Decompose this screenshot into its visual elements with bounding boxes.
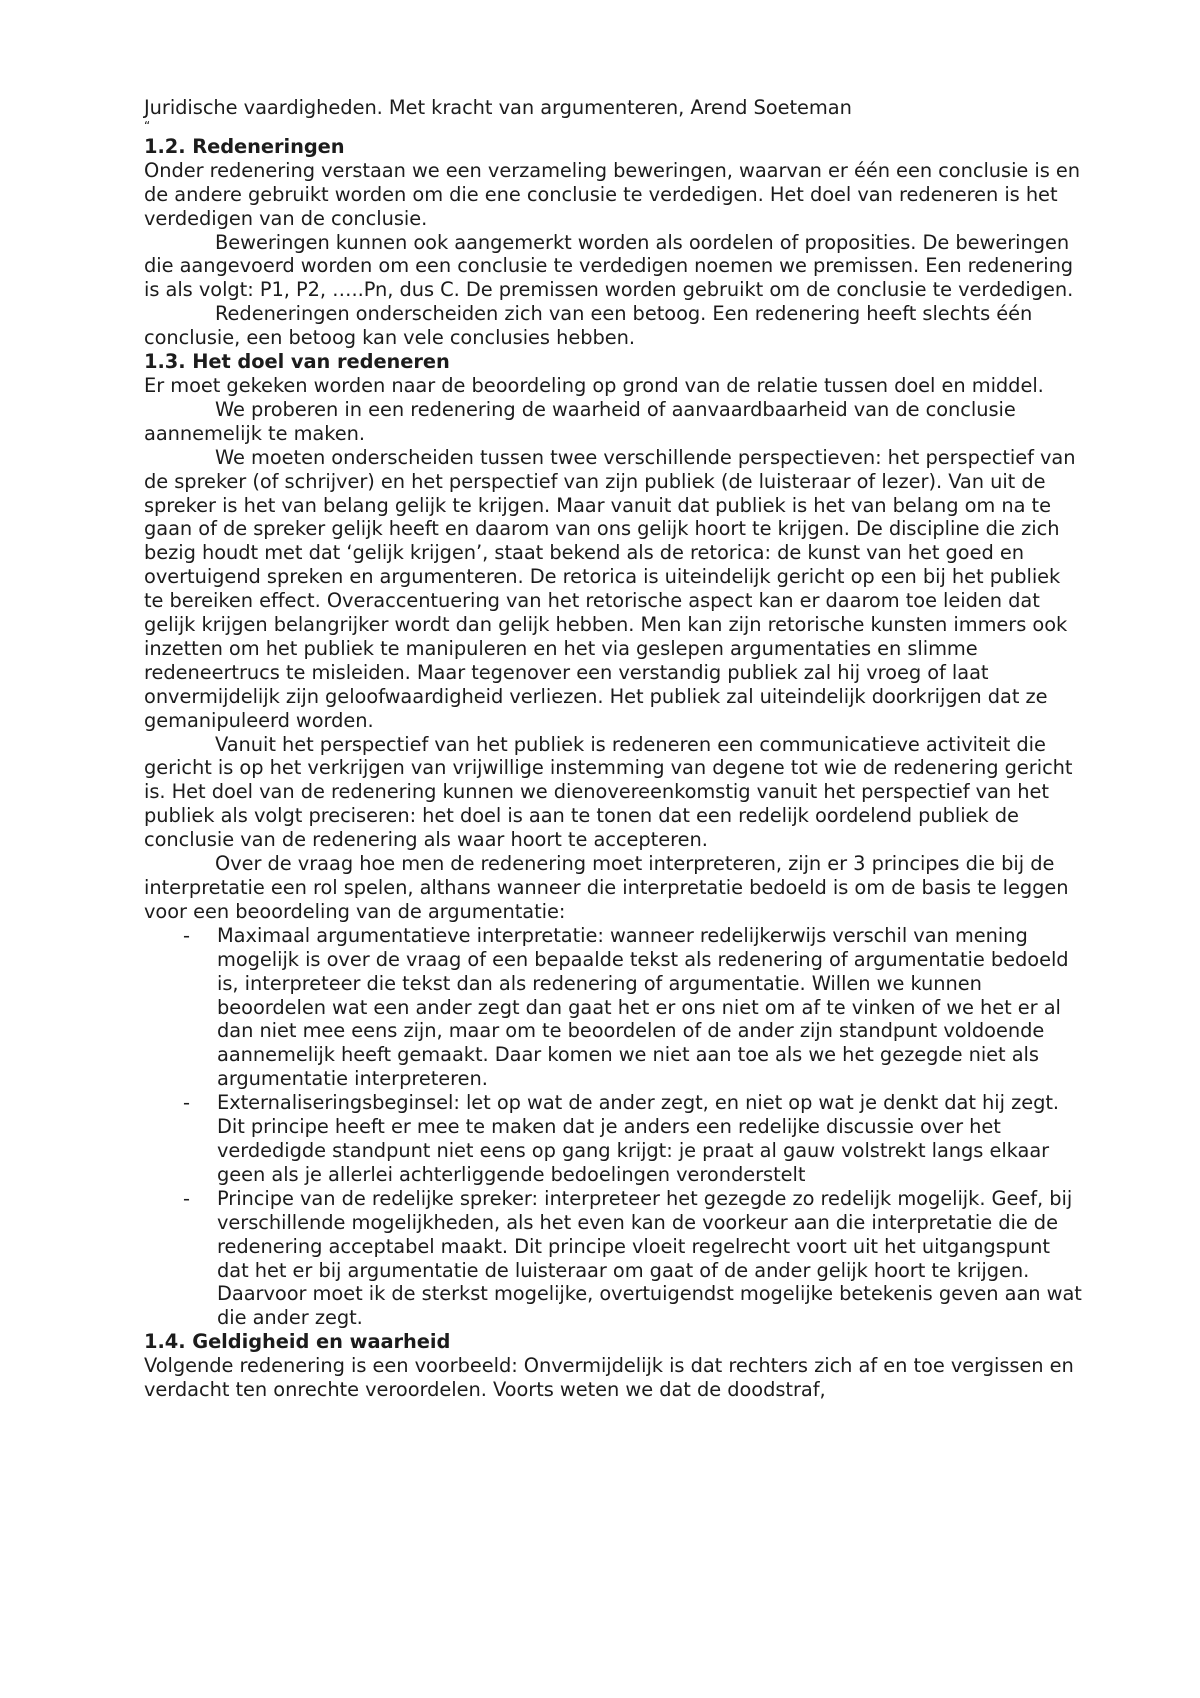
list-item-text: Principe van de redelijke spreker: interpreteer het gezegde zo redelijk mogelijk. Geef, bij verschillende mogelijkheden, als het even kan de voorkeur aan die interpretatie die de redenering acceptabel maakt. Dit principe vloeit regelrecht voort uit het uitgangspunt dat het er bij argumentatie de luisteraar om gaat of de ander gelijk hoort te krijgen. Daarvoor moet ik de sterkst mogelijke, overtuigendst mogelijke betekenis geven aan wat die ander zegt. — [217, 1186, 1082, 1330]
quote-mark: “ — [144, 118, 151, 133]
paragraph: Beweringen kunnen ook aangemerkt worden als oordelen of proposities. De beweringen die aangevoerd worden om een conclusie te verdedigen noemen we premissen. Een redenering is als volgt: P1, P2, …..Pn, dus C. De premissen worden gebruikt om de conclusie te verdedigen. — [144, 230, 1074, 302]
section-heading-1-2: 1.2. Redeneringen — [144, 134, 345, 158]
list-item — [144, 924, 1084, 1091]
list-dash: - — [183, 923, 190, 947]
paragraph: Er moet gekeken worden naar de beoordeling op grond van de relatie tussen doel en middel. — [144, 373, 1044, 397]
list-item-text: Maximaal argumentatieve interpretatie: wanneer redelijkerwijs verschil van mening mogelijk is over de vraag of een bepaalde tekst als redenering of argumentatie bedoeld is, interpreteer die tekst dan als redenering of argumentatie. Willen we kunnen beoordelen wat een ander zegt dan gaat het er ons niet om af te vinken of we het er al dan niet mee eens zijn, maar om te beoordelen of de ander zijn standpunt voldoende aannemelijk heeft gemaakt. Daar komen we niet aan toe als we het gezegde niet als argumentatie interpreteren. — [217, 923, 1069, 1091]
source-line: Juridische vaardigheden. Met kracht van argumenteren, Arend Soeteman — [144, 96, 852, 119]
list-item — [144, 1091, 1084, 1187]
paragraph: Onder redenering verstaan we een verzameling beweringen, waarvan er één een conclusie is en de andere gebruikt worden om die ene conclusie te verdedigen. Het doel van redeneren is het verdedigen van de conclusie. — [144, 158, 1081, 230]
principles-list — [144, 924, 1084, 1330]
section-heading-1-4: 1.4. Geldigheid en waarheid — [144, 1330, 451, 1354]
list-dash: - — [183, 1091, 190, 1115]
list-item-text: Externaliseringsbeginsel: let op wat de ander zegt, en niet op wat je denkt dat hij zegt. Dit principe heeft er mee te maken dat je anders een redelijke discussie over het verdedigde standpunt niet eens op gang krijgt: je praat al gauw volstrekt langs elkaar geen als je allerlei achterliggende bedoelingen veronderstelt — [217, 1091, 1060, 1186]
paragraph: Vanuit het perspectief van het publiek is redeneren een communicatieve activiteit die gericht is op het verkrijgen van vrijwillige instemming van degene tot wie de redenering gericht is. Het doel van de redenering kunnen we dienovereenkomstig vanuit het perspectief van het publiek als volgt preciseren: het doel is aan te tonen dat een redelijk oordelend publiek de conclusie van de redenering als waar hoort te accepteren. — [144, 732, 1073, 852]
paragraph: Volgende redenering is een voorbeeld: Onvermijdelijk is dat rechters zich af en toe vergissen en verdacht ten onrechte veroordelen. Voorts weten we dat de doodstraf, — [144, 1354, 1074, 1402]
paragraph: Over de vraag hoe men de redenering moet interpreteren, zijn er 3 principes die bij de interpretatie een rol spelen, althans wanneer die interpretatie bedoeld is om de basis te leggen voor een beoordeling van de argumentatie: — [144, 852, 1069, 923]
list-item — [144, 1187, 1084, 1330]
section-heading-1-3: 1.3. Het doel van redeneren — [144, 350, 450, 374]
paragraph: We proberen in een redenering de waarheid of aanvaardbaarheid van de conclusie aannemelijk te maken. — [144, 397, 1016, 445]
paragraph: We moeten onderscheiden tussen twee verschillende perspectieven: het perspectief van de spreker (of schrijver) en het perspectief van zijn publiek (de luisteraar of lezer). Van uit de spreker is het van belang gelijk te krijgen. Maar vanuit dat publiek is het van belang om na te gaan of de spreker gelijk heeft en daarom van ons gelijk hoort te krijgen. De discipline die zich bezig houdt met dat ‘gelijk krijgen’, staat bekend als de retorica: de kunst van het goed en overtuigend spreken en argumenteren. De retorica is uiteindelijk gericht op een bij het publiek te bereiken effect. Overaccentuering van het retorische aspect kan er daarom toe leiden dat gelijk krijgen belangrijker wordt dan gelijk hebben. Men kan zijn retorische kunsten immers ook inzetten om het publiek te manipuleren en het via geslepen argumentaties en slimme redeneertrucs te misleiden. Maar tegenover een verstandig publiek zal hij vroeg of laat onvermijdelijk zijn geloofwaardigheid verliezen. Het publiek zal uiteindelijk doorkrijgen dat ze gemanipuleerd worden. — [144, 445, 1076, 732]
paragraph: Redeneringen onderscheiden zich van een betoog. Een redenering heeft slechts één conclusie, een betoog kan vele conclusies hebben. — [144, 302, 1033, 350]
document-page — [144, 96, 1084, 1402]
list-dash: - — [183, 1186, 190, 1210]
